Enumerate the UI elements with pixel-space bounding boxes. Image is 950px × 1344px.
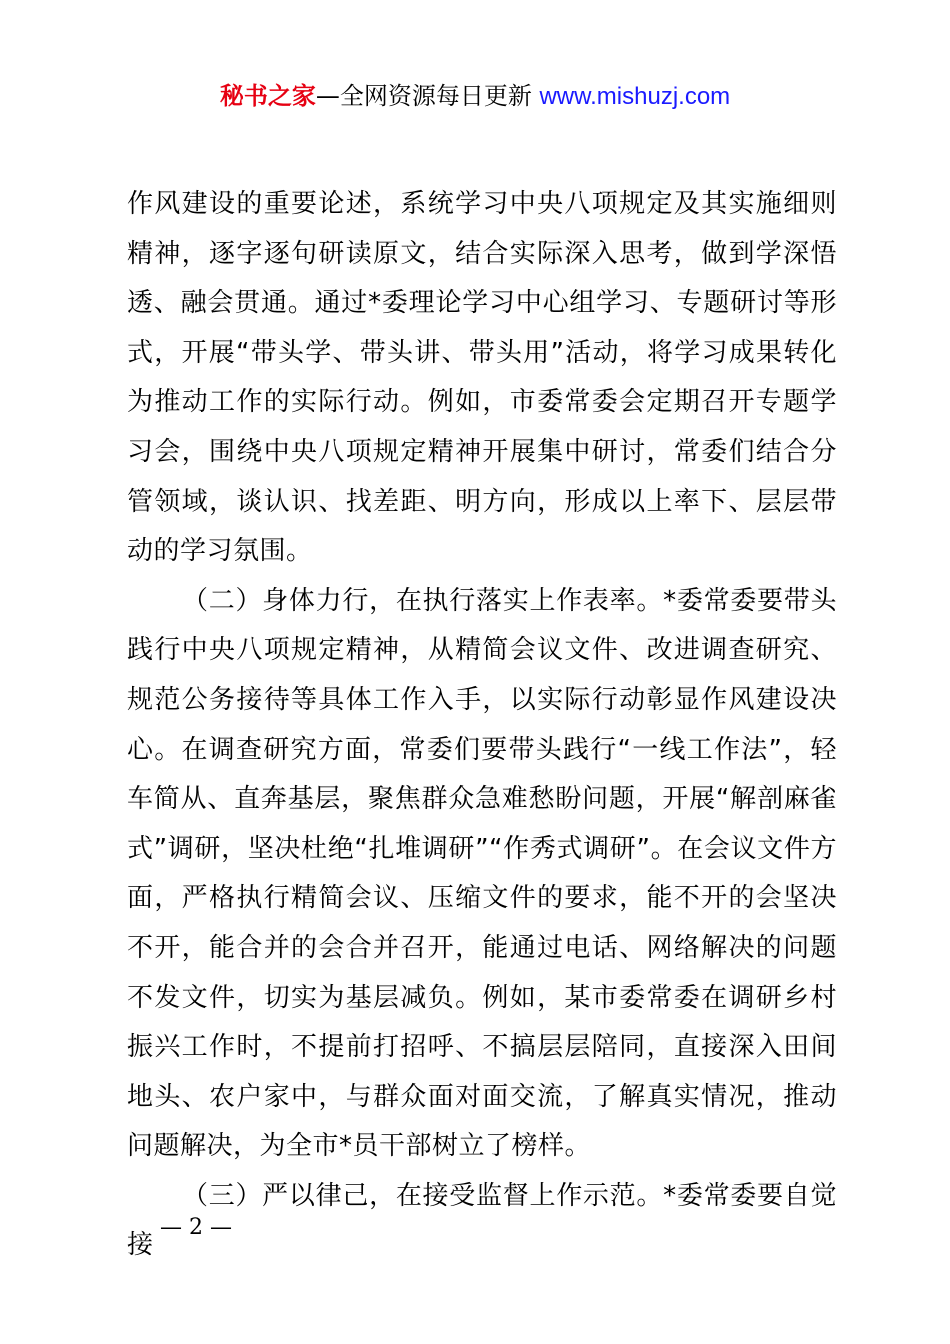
brand-name: 秘书之家 (219, 82, 316, 110)
page-number: — 2 — (160, 1215, 232, 1240)
header-tagline: —全网资源每日更新 (315, 82, 540, 110)
page-header (0, 80, 950, 113)
site-url[interactable]: www.mishuzj.com (539, 83, 731, 110)
paragraph-section-two: （二）身体力行，在执行落实上作表率。*委常委要带头践行中央八项规定精神，从精简会议文件、改进调查研究、规范公务接待等具体工作入手，以实际行动彰显作风建设决心。在调查研究方面，常委们要带头践行“一线工作法”，轻车简从、直奔基层，聚焦群众急难愁盼问题，开展“解剖麻雀式”调研，坚决杜绝“扎堆调研”“作秀式调研”。在会议文件方面，严格执行精简会议、压缩文件的要求，能不开的会坚决不开，能合并的会合并召开，能通过电话、网络解决的问题不发文件，切实为基层减负。例如，某市委常委在调研乡村振兴工作时，不提前打招呼、不搞层层陪同，直接深入田间地头、农户家中，与群众面对面交流，了解真实情况，推动问题解决，为全市*员干部树立了榜样。 (127, 585, 837, 1162)
paragraph-section-three: （三）严以律己，在接受监督上作示范。*委常委要自觉接 (127, 1180, 837, 1261)
paragraph-continued: 作风建设的重要论述，系统学习中央八项规定及其实施细则精神，逐字逐句研读原文，结合实际深入思考，做到学深悟透、融会贯通。通过*委理论学习中心组学习、专题研讨等形式，开展“带头学、带头讲、带头用”活动，将学习成果转化为推动工作的实际行动。例如，市委常委会定期召开专题学习会，围绕中央八项规定精神开展集中研讨，常委们结合分管领域，谈认识、找差距、明方向，形成以上率下、层层带动的学习氛围。 (127, 189, 837, 567)
document-body (127, 180, 837, 1271)
